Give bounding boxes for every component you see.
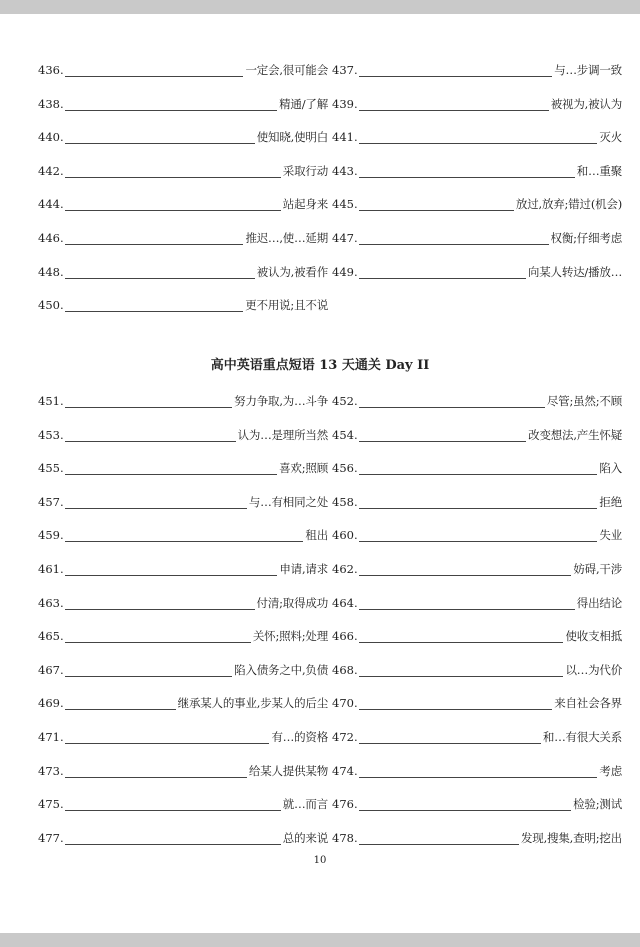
exercise-row xyxy=(38,523,328,545)
answer-blank-line xyxy=(359,110,549,111)
answer-blank-line xyxy=(359,810,571,811)
item-number: 471. xyxy=(38,730,64,744)
item-number: 452. xyxy=(332,394,358,408)
answer-blank-line xyxy=(65,143,255,144)
answer-blank-line xyxy=(65,110,277,111)
chinese-meaning: 租出 xyxy=(305,528,328,543)
item-number: 448. xyxy=(38,264,64,279)
exercise-row xyxy=(332,557,622,579)
item-number: 478. xyxy=(332,830,358,845)
exercise-row xyxy=(38,58,328,80)
item-number: 447. xyxy=(332,231,358,245)
item-number: 450. xyxy=(38,298,64,313)
chinese-meaning: 考虑 xyxy=(599,763,622,778)
exercise-row xyxy=(38,557,328,579)
chinese-meaning: 更不用说;且不说 xyxy=(245,298,328,313)
exercise-row xyxy=(332,159,622,181)
exercise-row xyxy=(38,759,328,781)
chinese-meaning: 总的来说 xyxy=(282,830,328,845)
page-number: 10 xyxy=(313,855,327,866)
item-number: 445. xyxy=(332,197,358,212)
chinese-meaning: 推迟…,使…延期 xyxy=(245,231,328,245)
exercise-row xyxy=(332,226,622,248)
chinese-meaning: 喜欢;照顾 xyxy=(279,461,328,476)
item-number: 464. xyxy=(332,595,358,610)
exercise-row xyxy=(332,658,622,680)
exercise-row xyxy=(38,260,328,282)
exercise-row xyxy=(332,490,622,512)
exercise-row xyxy=(332,523,622,545)
answer-blank-line xyxy=(359,541,597,542)
answer-blank-line xyxy=(359,278,526,279)
item-number: 454. xyxy=(332,427,358,442)
answer-blank-line xyxy=(359,76,552,77)
exercise-row xyxy=(332,423,622,445)
chinese-meaning: 使收支相抵 xyxy=(565,629,622,644)
chinese-meaning: 改变想法,产生怀疑 xyxy=(528,427,622,442)
item-number: 461. xyxy=(38,562,64,576)
exercise-row xyxy=(332,192,622,214)
item-number: 442. xyxy=(38,163,64,178)
item-number: 474. xyxy=(332,763,358,778)
answer-blank-line xyxy=(65,777,247,778)
answer-blank-line xyxy=(65,407,232,408)
chinese-meaning: 陷入债务之中,负债 xyxy=(234,662,328,677)
item-number: 446. xyxy=(38,231,64,245)
top-border-band xyxy=(0,0,640,14)
answer-blank-line xyxy=(65,177,281,178)
exercise-row xyxy=(38,226,328,248)
exercise-row xyxy=(38,92,328,114)
answer-blank-line xyxy=(65,210,281,211)
item-number: 467. xyxy=(38,662,64,677)
exercise-row xyxy=(38,826,328,848)
answer-blank-line xyxy=(65,709,176,710)
exercise-row xyxy=(332,691,622,713)
bottom-border-band xyxy=(0,933,640,947)
item-number: 459. xyxy=(38,528,64,543)
answer-blank-line xyxy=(65,244,243,245)
chinese-meaning: 就…而言 xyxy=(282,797,328,812)
exercise-row xyxy=(38,591,328,613)
chinese-meaning: 与…步调一致 xyxy=(554,63,622,77)
chinese-meaning: 尽管;虽然;不顾 xyxy=(546,394,622,408)
answer-blank-line xyxy=(359,575,571,576)
chinese-meaning: 一定会,很可能会 xyxy=(245,63,328,77)
answer-blank-line xyxy=(65,676,232,677)
item-number: 449. xyxy=(332,264,358,279)
item-number: 470. xyxy=(332,696,358,711)
exercise-row xyxy=(38,792,328,814)
exercise-row xyxy=(332,92,622,114)
chinese-meaning: 努力争取,为…斗争 xyxy=(234,394,328,408)
chinese-meaning: 妨碍,干涉 xyxy=(573,562,622,576)
chinese-meaning: 给某人提供某物 xyxy=(248,763,328,778)
exercise-row xyxy=(38,125,328,147)
exercise-row xyxy=(38,490,328,512)
chinese-meaning: 来自社会各界 xyxy=(554,696,622,711)
chinese-meaning: 申请,请求 xyxy=(279,562,328,576)
exercise-row xyxy=(38,159,328,181)
answer-blank-line xyxy=(359,177,575,178)
answer-blank-line xyxy=(359,844,519,845)
answer-blank-line xyxy=(65,508,247,509)
exercise-row xyxy=(38,293,328,315)
item-number: 469. xyxy=(38,696,64,711)
chinese-meaning: 得出结论 xyxy=(576,595,622,610)
item-number: 443. xyxy=(332,163,358,178)
answer-blank-line xyxy=(65,76,243,77)
answer-blank-line xyxy=(359,609,575,610)
item-number: 468. xyxy=(332,662,358,677)
exercise-row xyxy=(38,725,328,747)
item-number: 457. xyxy=(38,494,64,509)
chinese-meaning: 站起身来 xyxy=(282,197,328,212)
item-number: 444. xyxy=(38,197,64,212)
item-number: 463. xyxy=(38,595,64,610)
chinese-meaning: 付清;取得成功 xyxy=(256,595,328,610)
exercise-row xyxy=(38,389,328,411)
answer-blank-line xyxy=(359,743,541,744)
exercise-row xyxy=(38,456,328,478)
answer-blank-line xyxy=(359,642,563,643)
answer-blank-line xyxy=(359,244,549,245)
chinese-meaning: 关怀;照料;处理 xyxy=(252,629,328,644)
item-number: 453. xyxy=(38,427,64,442)
answer-blank-line xyxy=(65,844,281,845)
exercise-row xyxy=(38,658,328,680)
chinese-meaning: 使知晓,使明白 xyxy=(256,130,328,145)
chinese-meaning: 精通/了解 xyxy=(279,96,328,111)
section-title: 高中英语重点短语 13 天通关 Day II xyxy=(210,358,430,373)
chinese-meaning: 向某人转达/播放… xyxy=(527,264,622,279)
chinese-meaning: 放过,放弃;错过(机会) xyxy=(515,197,622,212)
chinese-meaning: 检验;测试 xyxy=(573,797,622,812)
item-number: 438. xyxy=(38,96,64,111)
exercise-row xyxy=(332,826,622,848)
answer-blank-line xyxy=(359,709,552,710)
item-number: 472. xyxy=(332,730,358,744)
item-number: 477. xyxy=(38,830,64,845)
exercise-row xyxy=(332,591,622,613)
answer-blank-line xyxy=(65,642,251,643)
answer-blank-line xyxy=(65,743,269,744)
exercise-row xyxy=(332,792,622,814)
item-number: 462. xyxy=(332,562,358,576)
item-number: 456. xyxy=(332,461,358,476)
item-number: 458. xyxy=(332,494,358,509)
chinese-meaning: 认为…是理所当然 xyxy=(237,427,328,442)
item-number: 465. xyxy=(38,629,64,644)
item-number: 473. xyxy=(38,763,64,778)
item-number: 451. xyxy=(38,394,64,408)
chinese-meaning: 有…的资格 xyxy=(271,730,328,744)
item-number: 466. xyxy=(332,629,358,644)
answer-blank-line xyxy=(65,541,303,542)
chinese-meaning: 灭火 xyxy=(599,130,622,145)
answer-blank-line xyxy=(65,278,255,279)
item-number: 475. xyxy=(38,797,64,812)
item-number: 455. xyxy=(38,461,64,476)
chinese-meaning: 被视为,被认为 xyxy=(550,96,622,111)
exercise-row xyxy=(332,389,622,411)
answer-blank-line xyxy=(359,508,597,509)
exercise-row xyxy=(332,759,622,781)
item-number: 440. xyxy=(38,130,64,145)
chinese-meaning: 失业 xyxy=(599,528,622,543)
chinese-meaning: 发现,搜集,查明;挖出 xyxy=(521,830,622,845)
exercise-row xyxy=(38,691,328,713)
answer-blank-line xyxy=(65,474,277,475)
chinese-meaning: 以…为代价 xyxy=(565,662,622,677)
exercise-row xyxy=(332,624,622,646)
chinese-meaning: 和…重聚 xyxy=(576,163,622,178)
exercise-row xyxy=(332,58,622,80)
chinese-meaning: 权衡;仔细考虑 xyxy=(550,231,622,245)
exercise-row xyxy=(332,456,622,478)
answer-blank-line xyxy=(65,441,236,442)
item-number: 460. xyxy=(332,528,358,543)
exercise-row xyxy=(332,725,622,747)
answer-blank-line xyxy=(65,311,243,312)
exercise-row xyxy=(332,260,622,282)
answer-blank-line xyxy=(359,777,597,778)
item-number: 436. xyxy=(38,63,64,77)
answer-blank-line xyxy=(359,210,514,211)
answer-blank-line xyxy=(65,609,255,610)
chinese-meaning: 被认为,被看作 xyxy=(256,264,328,279)
item-number: 439. xyxy=(332,96,358,111)
chinese-meaning: 与…有相同之处 xyxy=(248,494,328,509)
answer-blank-line xyxy=(65,575,277,576)
exercise-row xyxy=(332,125,622,147)
answer-blank-line xyxy=(359,143,597,144)
item-number: 437. xyxy=(332,63,358,77)
chinese-meaning: 陷入 xyxy=(599,461,622,476)
exercise-row xyxy=(38,624,328,646)
exercise-row xyxy=(38,192,328,214)
chinese-meaning: 采取行动 xyxy=(282,163,328,178)
answer-blank-line xyxy=(359,407,545,408)
item-number: 441. xyxy=(332,130,358,145)
answer-blank-line xyxy=(359,474,597,475)
answer-blank-line xyxy=(65,810,281,811)
answer-blank-line xyxy=(359,441,526,442)
chinese-meaning: 和…有很大关系 xyxy=(542,730,622,744)
chinese-meaning: 拒绝 xyxy=(599,494,622,509)
exercise-row xyxy=(38,423,328,445)
answer-blank-line xyxy=(359,676,563,677)
item-number: 476. xyxy=(332,797,358,812)
chinese-meaning: 继承某人的事业,步某人的后尘 xyxy=(177,696,328,711)
